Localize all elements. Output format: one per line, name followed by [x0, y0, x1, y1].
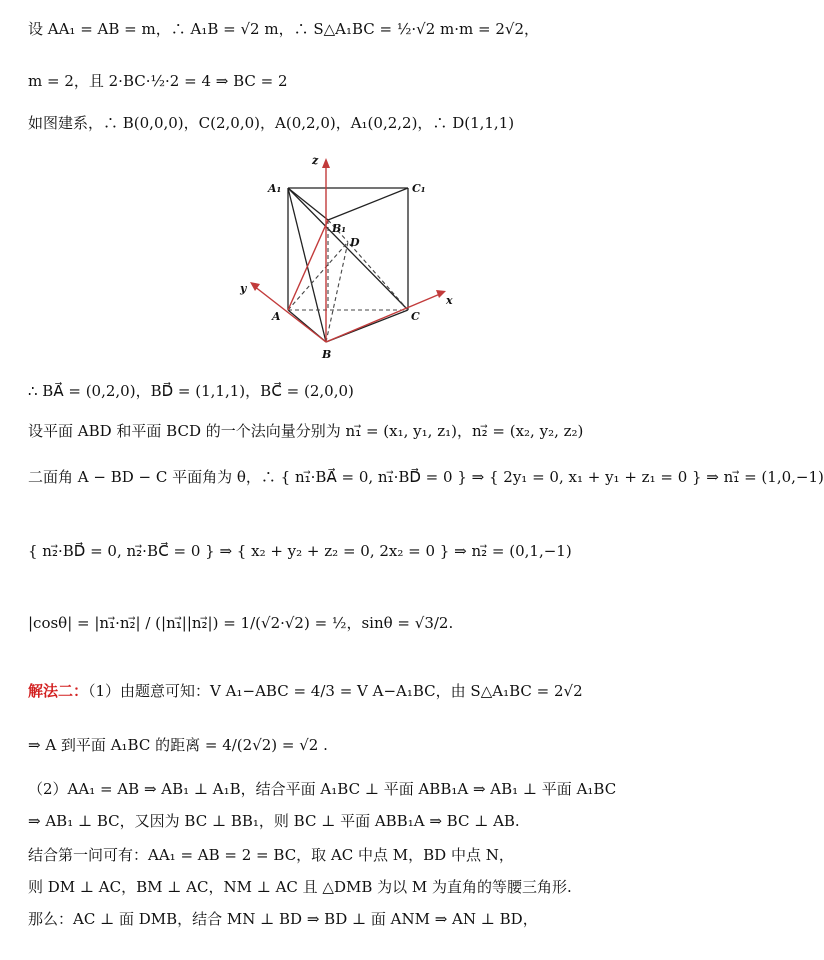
text-line-11: （2）AA₁ = AB ⇒ AB₁ ⊥ A₁B，结合平面 A₁BC ⊥ 平面 ABB₁A ⇒ AB₁ ⊥ 平面 A₁BC: [28, 780, 617, 798]
text-line-15: 那么：AC ⊥ 面 DMB，结合 MN ⊥ BD ⇒ BD ⊥ 面 ANM ⇒ AN ⊥ BD，: [28, 910, 538, 928]
text-line-8: |cosθ| = |n₁⃗·n₂⃗| / (|n₁⃗||n₂⃗|) = 1/(√2·√2) = ½，sinθ = √3/2.: [28, 614, 454, 632]
text-line-4: ∴ BA⃗ = (0,2,0)，BD⃗ = (1,1,1)，BC⃗ = (2,0,0): [28, 382, 354, 400]
prism-edges: [288, 188, 408, 342]
solution-two-label: 解法二：: [28, 682, 89, 700]
solution-two-text: （1）由题意可知：V A₁−ABC = 4/3 = V A−A₁BC，由 S△A₁BC = 2√2: [88, 682, 583, 700]
prism-hidden-edges: [288, 220, 408, 342]
text-line-12: ⇒ AB₁ ⊥ BC，又因为 BC ⊥ BB₁，则 BC ⊥ 平面 ABB₁A ⇒ BC ⊥ AB.: [28, 812, 520, 830]
label-y: y: [240, 282, 247, 295]
text-line-13: 结合第一问可有：AA₁ = AB = 2 = BC，取 AC 中点 M，BD 中点 N，: [28, 846, 514, 864]
label-x: x: [446, 294, 453, 307]
label-c: C: [411, 310, 420, 323]
text-line-2: m = 2，且 2·BC·½·2 = 4 ⇒ BC = 2: [28, 72, 288, 90]
label-a: A: [272, 310, 281, 323]
prism-figure: [228, 150, 468, 362]
text-line-6: 二面角 A − BD − C 平面角为 θ，∴ { n₁⃗·BA⃗ = 0, n₁⃗·BD⃗ = 0 } ⇒ { 2y₁ = 0, x₁ + y₁ + z₁ = 0 } ⇒ n₁⃗ = (1,0,−1): [28, 468, 824, 486]
label-b: B: [322, 348, 332, 361]
text-line-9: [28, 680, 583, 702]
label-z: z: [312, 154, 319, 167]
label-c1: C₁: [412, 182, 426, 195]
text-line-14: 则 DM ⊥ AC，BM ⊥ AC，NM ⊥ AC 且 △DMB 为以 M 为直角的等腰三角形.: [28, 878, 572, 896]
label-a1: A₁: [268, 182, 282, 195]
text-line-7: { n₂⃗·BD⃗ = 0, n₂⃗·BC⃗ = 0 } ⇒ { x₂ + y₂ + z₂ = 0, 2x₂ = 0 } ⇒ n₂⃗ = (0,1,−1): [28, 542, 572, 560]
label-b1: B₁: [332, 222, 347, 235]
text-line-3: 如图建系，∴ B(0,0,0)，C(2,0,0)，A(0,2,0)，A₁(0,2,2)，∴ D(1,1,1): [28, 114, 515, 132]
text-line-1: 设 AA₁ = AB = m，∴ A₁B = √2 m，∴ S△A₁BC = ½·√2 m·m = 2√2，: [28, 20, 540, 38]
text-line-5: 设平面 ABD 和平面 BCD 的一个法向量分别为 n₁⃗ = (x₁, y₁, z₁)，n₂⃗ = (x₂, y₂, z₂): [28, 422, 584, 440]
label-d: D: [350, 236, 360, 249]
text-line-10: ⇒ A 到平面 A₁BC 的距离 = 4/(2√2) = √2 .: [28, 736, 328, 754]
